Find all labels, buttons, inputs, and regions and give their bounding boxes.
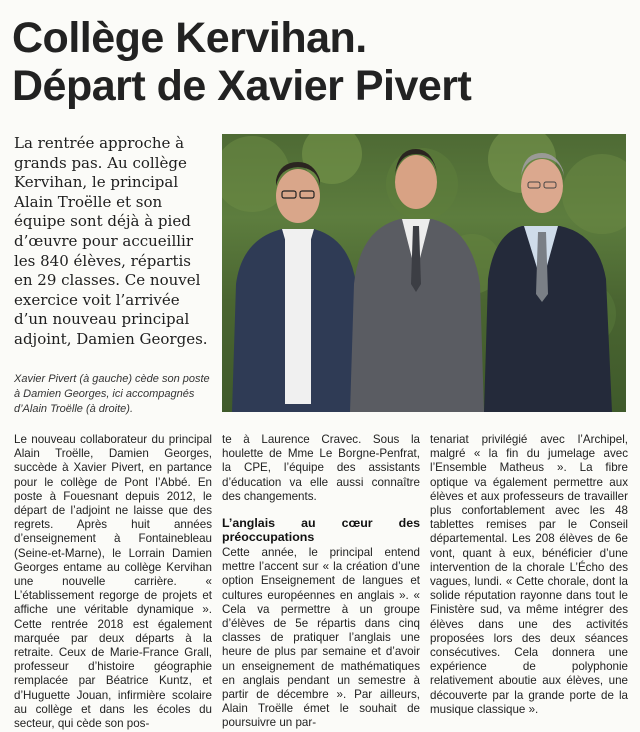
article-body (14, 433, 628, 731)
body-column-3 (430, 433, 628, 717)
article-lede: La rentrée approche à grands pas. Au collège Kervihan, le principal Alain Troëlle et son équipe sont déjà à pied d’œuvre pour accueillir les 840 élèves, répartis en 29 classes. Ce nouvel exercice voit l’arrivée d’un nouveau principal adjoint, Damien Georges. (14, 134, 208, 348)
body-paragraph: te à Laurence Cravec. Sous la houlette de Mme Le Borgne-Penfrat, la CPE, l’équipe des assistants d’éducation va elle aussi connaître des changements. (222, 433, 420, 503)
body-column-2 (222, 433, 420, 731)
body-paragraph: Cette année, le principal entend mettre l’accent sur « la création d’une option Enseignement de langues et cultures européennes en anglais ». « Cela va permettre à un groupe d’élèves de 5e répartis dans cinq classes de pratiquer l’anglais une heure de plus par semaine et d’avoir un enseignement de mathématiques en anglais pendant un semestre à partir de décembre ». Par ailleurs, Alain Troëlle émet le souhait de poursuivre un par- (222, 546, 420, 730)
body-paragraph: tenariat privilégié avec l’Archipel, malgré « la fin du jumelage avec l’Ensemble Matheus ». La fibre optique va également permettre aux élèves et aux professeurs de travailler plus confortablement avec les 48 tablettes remises par le Conseil départemental. Les 208 élèves de 6e vont, quant à eux, bénéficier d’une intervention de la chorale L’Écho des vagues, lundi. « Cette chorale, dont la solide réputation rayonne dans tout le Finistère sud, va même intégrer des élèves dans une des activités proposées lors des deux séances consécutives. Cela donnera une expérience de polyphonie relativement aboutie aux élèves, une découverte par la grande porte de la musique classique ». (430, 433, 628, 716)
body-paragraph: Le nouveau collaborateur du principal Alain Troëlle, Damien Georges, succède à Xavier Pivert, en partance pour le collège de Pont l’Abbé. En poste à Fouesnant depuis 2012, le départ de l’adjoint ne laisse que des regrets. Après huit années d’enseignement à Fontainebleau (Seine-et-Marne), le Lorrain Damien Georges entame au collège Kervihan une nouvelle carrière. « L’établissement regorge de projets et affiche une véritable dynamique ». Cette rentrée 2018 est également marquée par deux départs à la retraite. Ceux de Marie-France Grall, professeur d’histoire géographie remplacée par Béatrice Kuntz, et d’Huguette Jouan, infirmière scolaire au collège et dans les écoles du secteur, qui cède son pos- (14, 433, 212, 731)
article-headline (12, 14, 632, 110)
headline-line-1: Collège Kervihan. (12, 14, 367, 62)
article-photo (222, 134, 626, 412)
photo-illustration (222, 134, 626, 412)
headline-line-2: Départ de Xavier Pivert (12, 62, 472, 110)
section-subheading: L’anglais au cœur des préoccupations (222, 516, 420, 545)
photo-caption: Xavier Pivert (à gauche) cède son poste à Damien Georges, ici accompagnés d’Alain Troëlle (à droite). (14, 373, 210, 415)
body-column-1 (14, 433, 212, 731)
person-middle (350, 149, 484, 412)
